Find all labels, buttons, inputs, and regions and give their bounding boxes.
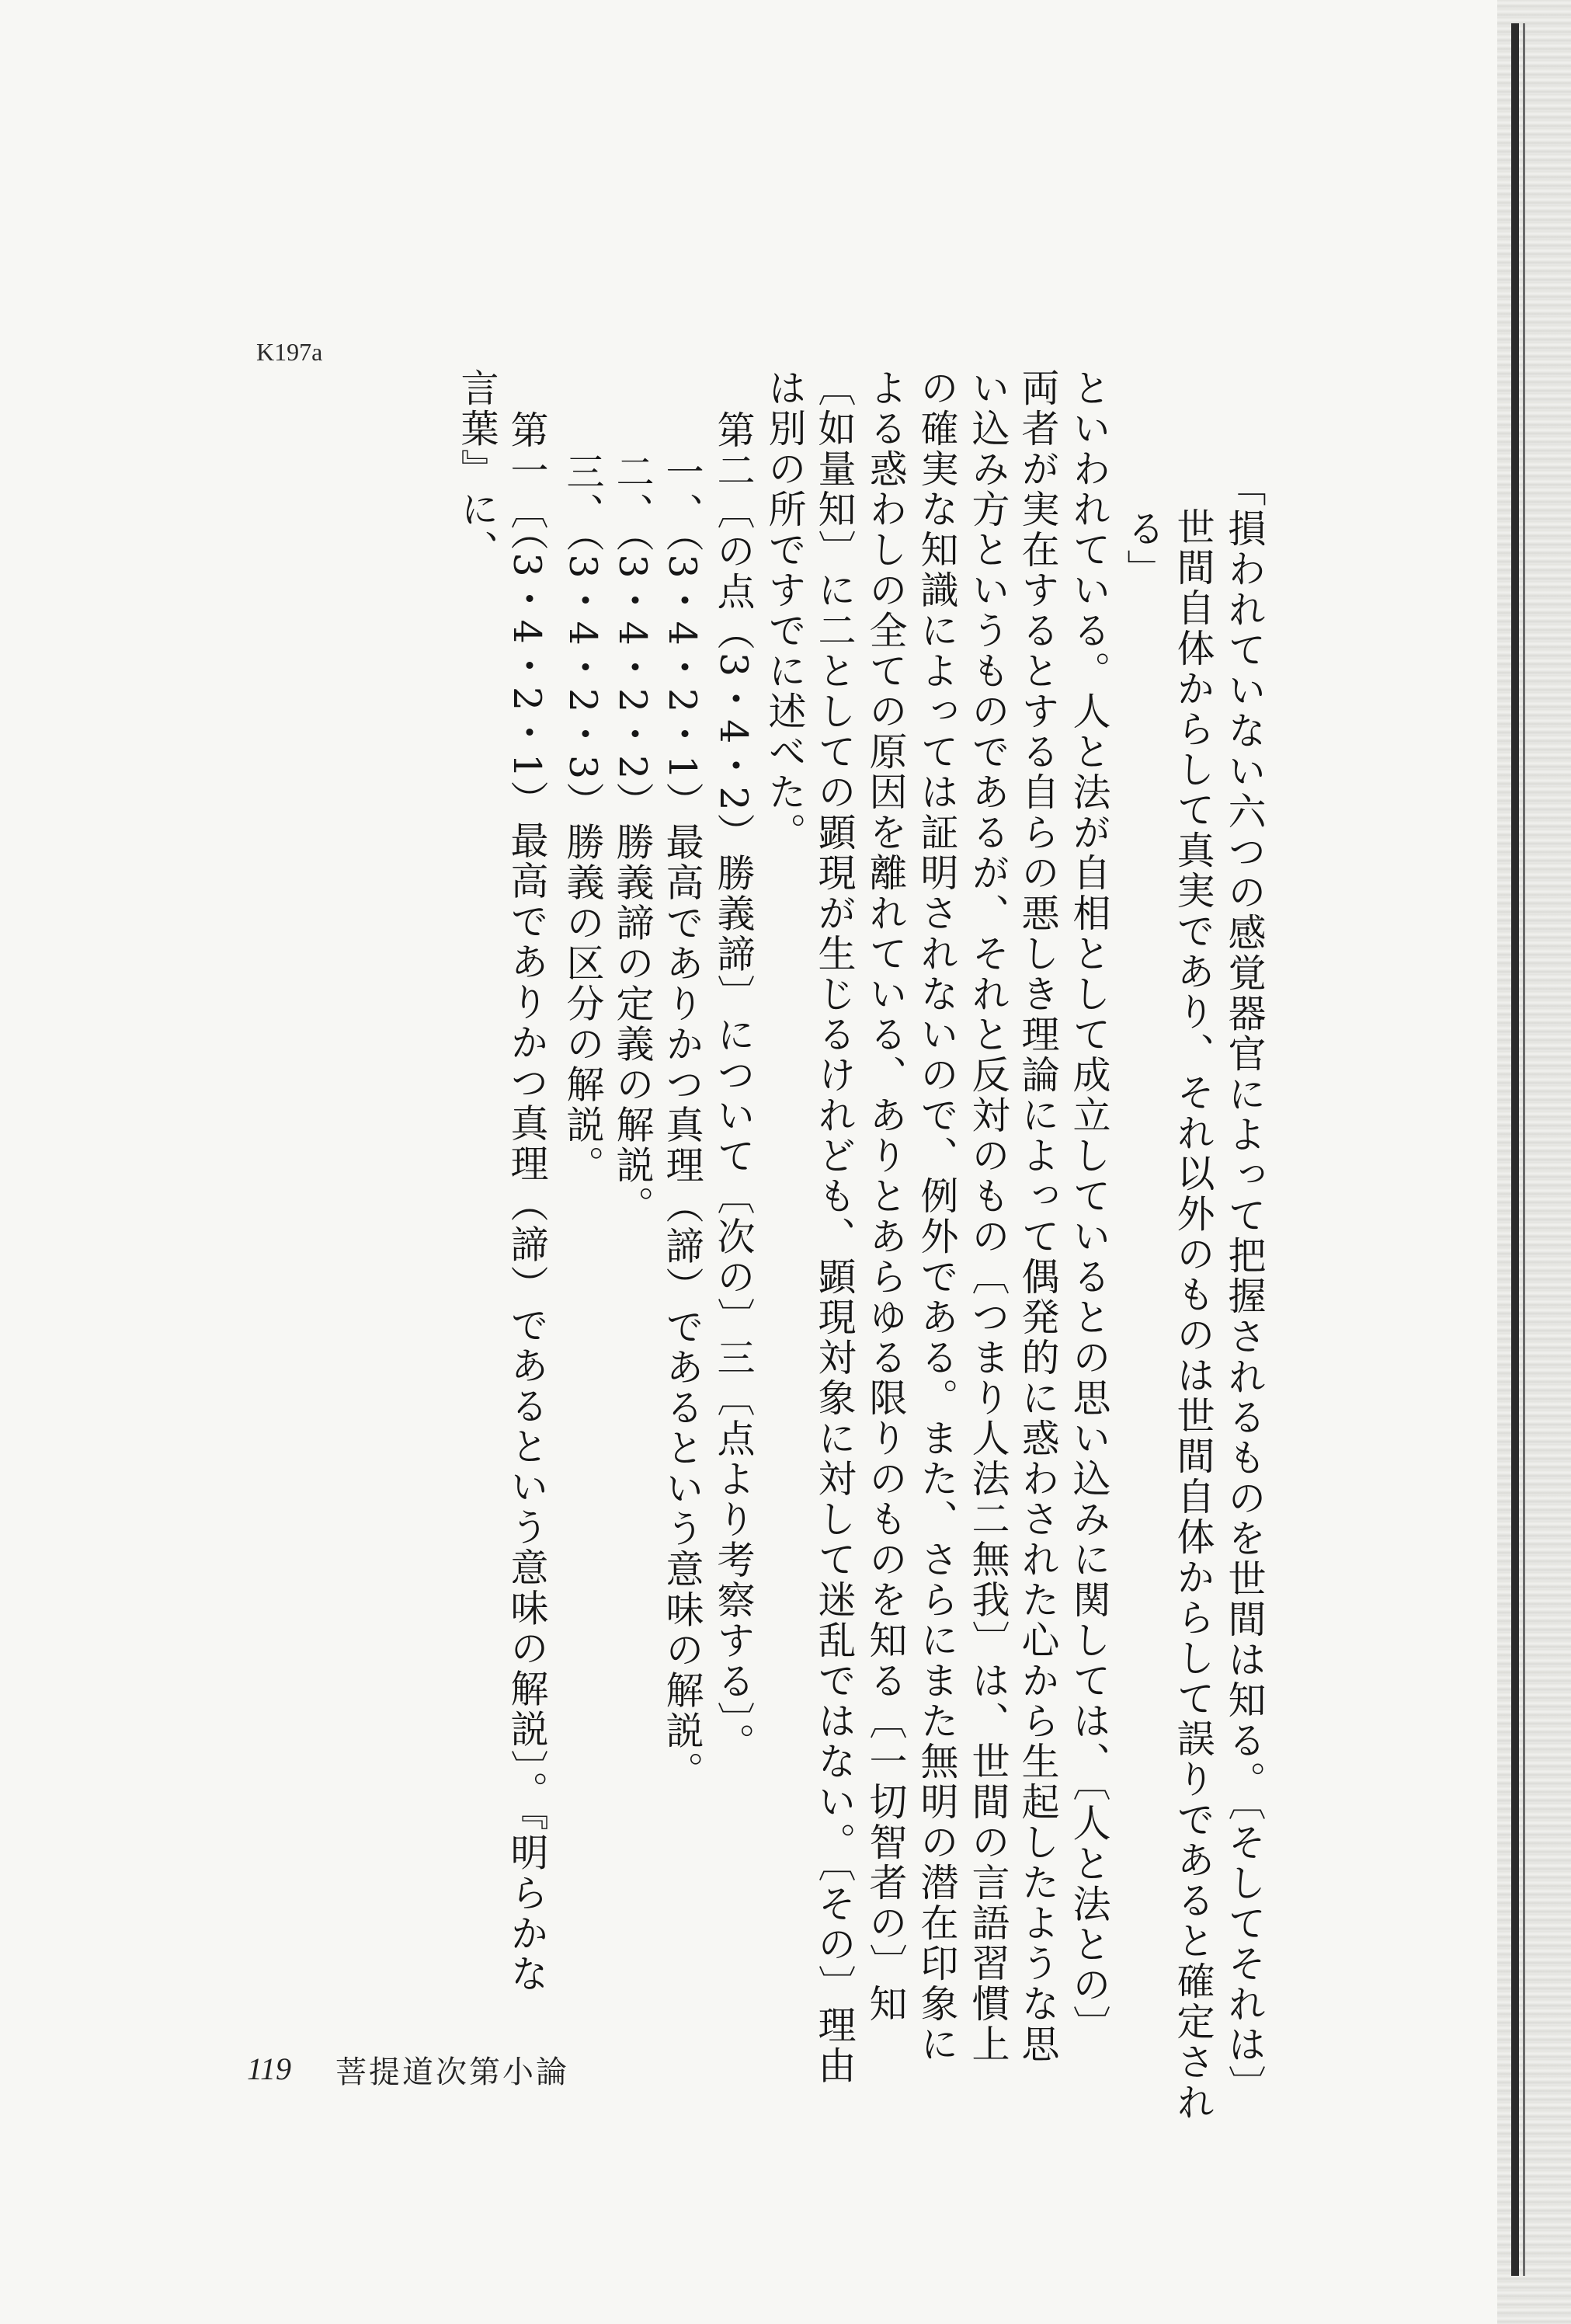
text-line: 一、（3・4・2・1）最高でありかつ真理（諦）であるという意味の解説。 xyxy=(660,452,704,1792)
text-line: の確実な知識によっては証明されないので、例外である。また、さらにまた無明の潜在印象に xyxy=(915,368,959,2065)
text-line: 第一〔（3・4・2・1）最高でありかつ真理（諦）であるという意味の解説〕。『明らかな xyxy=(505,410,549,1995)
text-line: 世間自体からして真実であり、それ以外のものは世間自体からして誤りであると確定され xyxy=(1171,507,1215,2123)
text-line: 第二〔の点（3・4・2）勝義諦〕について〔次の〕三〔点より考察する〕。 xyxy=(711,410,756,1764)
text-line: る」 xyxy=(1121,509,1166,590)
text-line: は別の所ですでに述べた。 xyxy=(763,368,807,853)
text-line: といわれている。人と法が自相として成立しているとの思い込みに関しては、〔人と法との〕 xyxy=(1067,368,1111,2046)
running-title: 菩提道次第小論 xyxy=(335,2054,569,2090)
text-line: 「損われていない六つの感覚器官によって把握されるものを世間は知る。〔そしてそれは〕 xyxy=(1222,468,1267,2106)
text-line: 二、（3・4・2・2）勝義諦の定義の解説。 xyxy=(610,452,655,1226)
text-line: 三、（3・4・2・3）勝義の区分の解説。 xyxy=(561,452,605,1186)
text-line: 言葉』に、 xyxy=(455,368,499,570)
page-reference: K197a xyxy=(256,338,323,366)
text-line: い込み方というものであるが、それと反対のもの〔つまり人法二無我〕は、世間の言語習慣上 xyxy=(966,368,1010,2065)
text-line: よる惑わしの全ての原因を離れている、ありとあらゆる限りのものを知る〔一切智者の〕知 xyxy=(864,368,908,2024)
text-line: 〔如量知〕に二としての顕現が生じるけれども、顕現対象に対して迷乱ではない。〔その〕理由 xyxy=(812,368,857,2086)
page-number: 119 xyxy=(247,2051,292,2086)
text-line: 両者が実在するとする自らの悪しき理論によって偶発的に惑わされた心から生起したような思 xyxy=(1016,368,1060,2065)
